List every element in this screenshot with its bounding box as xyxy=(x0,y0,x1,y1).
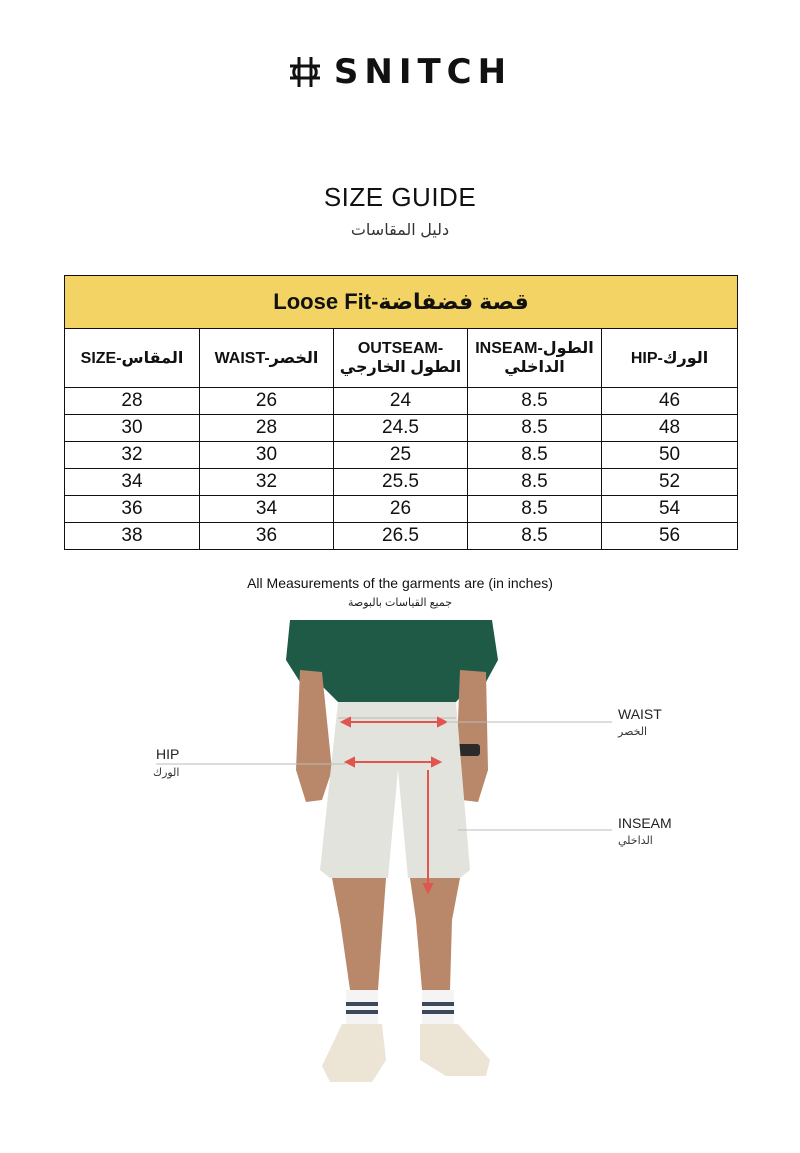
table-cell: 32 xyxy=(65,442,200,469)
table-cell: 46 xyxy=(602,388,738,415)
hip-label: HIP xyxy=(156,746,180,762)
table-cell: 28 xyxy=(65,388,200,415)
page-subtitle-arabic: دليل المقاسات xyxy=(350,222,450,239)
column-header xyxy=(200,329,334,388)
table-cell: 36 xyxy=(65,496,200,523)
table-cell: 30 xyxy=(200,442,334,469)
column-header-line1: OUTSEAM- xyxy=(357,340,444,357)
right-shoe xyxy=(420,1024,490,1076)
table-cell: 25.5 xyxy=(334,469,468,496)
model-illustration xyxy=(0,620,800,1148)
table-cell: 28 xyxy=(200,415,334,442)
table-cell: 34 xyxy=(65,469,200,496)
table-cell: 26 xyxy=(200,388,334,415)
table-cell: 54 xyxy=(602,496,738,523)
measurement-note: All Measurements of the garments are (in inches) xyxy=(247,575,553,591)
table-cell: 8.5 xyxy=(468,415,602,442)
brand-name: SNITCH xyxy=(333,52,513,92)
left-leg xyxy=(332,878,386,990)
table-cell: 8.5 xyxy=(468,388,602,415)
table-cell: 25 xyxy=(334,442,468,469)
hip-label-arabic: الورك xyxy=(153,767,180,779)
snitch-logo-icon xyxy=(288,55,322,89)
table-row xyxy=(65,469,738,496)
table-row xyxy=(65,415,738,442)
fit-title: Loose Fit-قصة فضفاضة xyxy=(65,276,738,329)
table-cell: 30 xyxy=(65,415,200,442)
table-cell: 52 xyxy=(602,469,738,496)
table-cell: 50 xyxy=(602,442,738,469)
column-header-line1: INSEAM-الطول xyxy=(475,340,594,357)
table-row xyxy=(65,442,738,469)
brand-logo xyxy=(0,52,800,92)
page-title: SIZE GUIDE xyxy=(323,182,477,212)
table-cell: 38 xyxy=(65,523,200,550)
inseam-label-arabic: الداخلي xyxy=(618,835,653,847)
table-cell: 36 xyxy=(200,523,334,550)
table-cell: 56 xyxy=(602,523,738,550)
table-row xyxy=(65,523,738,550)
right-leg xyxy=(410,878,460,990)
table-cell: 48 xyxy=(602,415,738,442)
garment-figure xyxy=(0,620,800,1148)
inseam-label: INSEAM xyxy=(618,815,672,831)
column-header-line1: HIP-الورك xyxy=(630,349,709,367)
table-cell: 24 xyxy=(334,388,468,415)
table-cell: 32 xyxy=(200,469,334,496)
table-cell: 26.5 xyxy=(334,523,468,550)
table-row xyxy=(65,496,738,523)
table-row xyxy=(65,388,738,415)
left-shoe xyxy=(322,1024,386,1082)
table-cell: 8.5 xyxy=(468,496,602,523)
size-chart-table xyxy=(64,275,738,550)
column-header xyxy=(602,329,738,388)
table-cell: 24.5 xyxy=(334,415,468,442)
table-cell: 8.5 xyxy=(468,469,602,496)
table-cell: 8.5 xyxy=(468,442,602,469)
measurement-note-arabic: جميع القياسات بالبوصة xyxy=(347,597,453,609)
table-cell: 26 xyxy=(334,496,468,523)
column-header xyxy=(65,329,200,388)
table-cell: 34 xyxy=(200,496,334,523)
column-header xyxy=(334,329,468,388)
waist-label-arabic: الخصر xyxy=(618,726,648,738)
shorts-shape xyxy=(320,702,470,878)
column-header xyxy=(468,329,602,388)
waist-label: WAIST xyxy=(618,706,662,722)
column-header-line2: الطول الخارجي xyxy=(339,359,462,376)
table-cell: 8.5 xyxy=(468,523,602,550)
column-header-line1: WAIST-الخصر xyxy=(214,349,319,367)
column-header-line2: الداخلي xyxy=(504,359,565,376)
column-header-line1: SIZE-المقاس xyxy=(80,349,184,367)
